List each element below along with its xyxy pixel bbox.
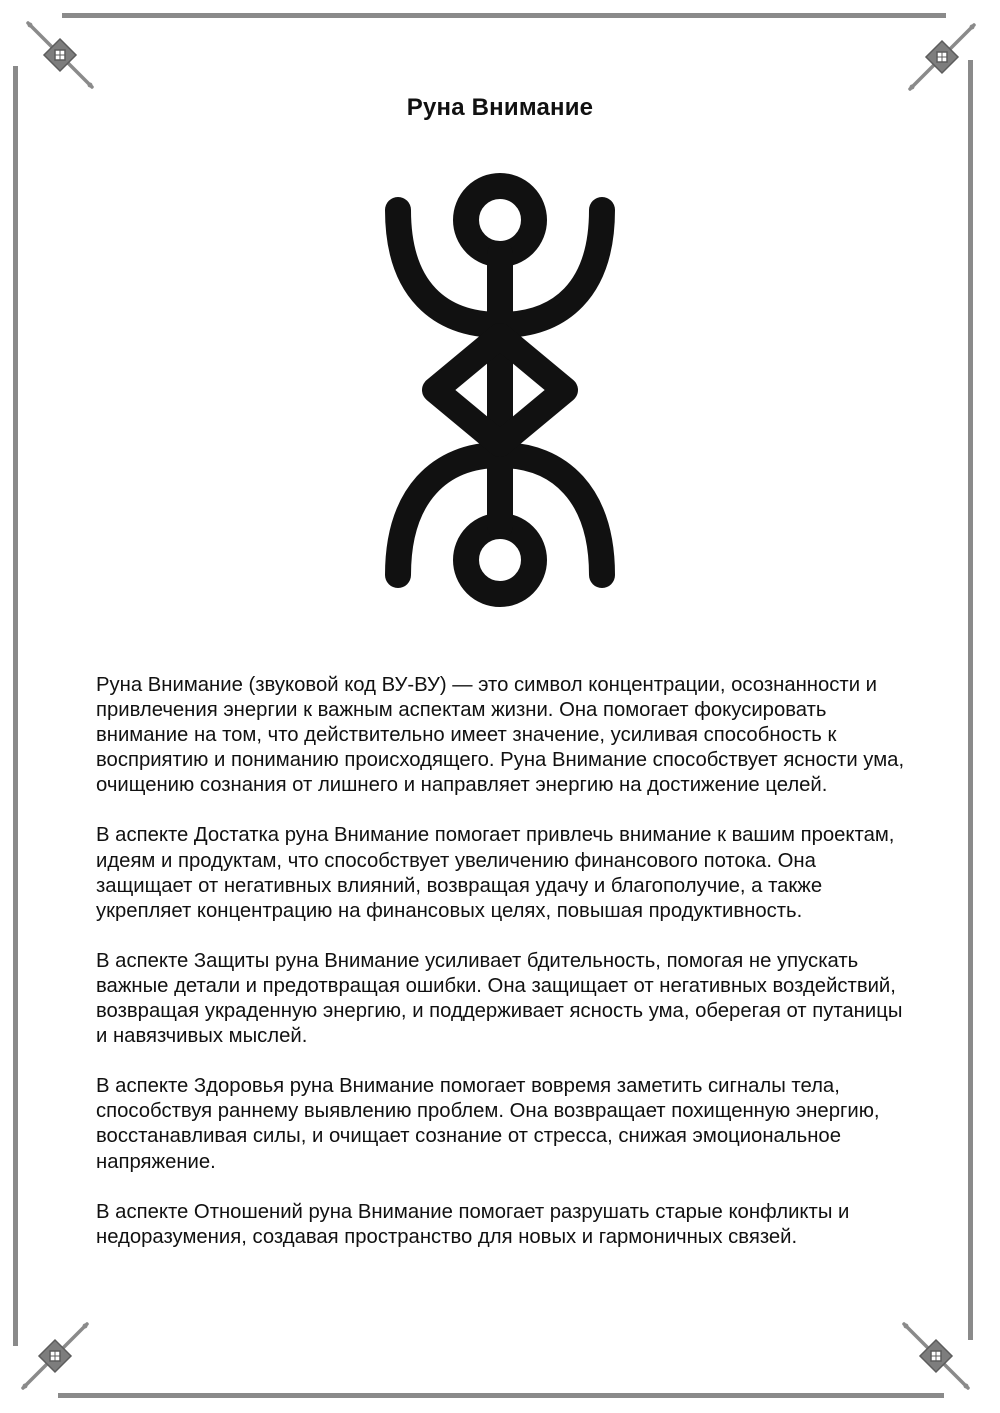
rune-vnimanie-symbol xyxy=(370,168,630,616)
paragraph-intro: Руна Внимание (звуковой код ВУ-ВУ) — это символ концентрации, осознанности и привлечения энергии к важным аспектам жизни. Она помогает фокусировать внимание на том, что действительно имеет значение, усиливая способность к восприятию и пониманию происходящего. Руна Внимание способствует ясности ума, очищению сознания от лишнего и направляет энергию на достижение целей. xyxy=(96,674,905,797)
page-title: Руна Внимание xyxy=(406,94,594,121)
description-text xyxy=(96,673,916,1275)
paragraph-wealth: В аспекте Достатка руна Внимание помогает привлечь внимание к вашим проектам, идеям и продуктам, что способствует увеличению финансового потока. Она защищает от негативных влияний, возвращая удачу и благополучие, а также укрепляет концентрацию на финансовых целях, повышая продуктивность. xyxy=(96,824,895,922)
paragraph-health: В аспекте Здоровья руна Внимание помогает вовремя заметить сигналы тела, способствуя раннему выявлению проблем. Она возвращает похищенную энергию, восстанавливая силы, и очищает сознание от стресса, снижая эмоциональное напряжение. xyxy=(96,1075,880,1173)
corner-key-ornament-icon xyxy=(23,1324,88,1389)
corner-key-ornament-icon xyxy=(904,1324,969,1389)
corner-key-ornament-icon xyxy=(910,25,975,90)
paragraph-relationships: В аспекте Отношений руна Внимание помогает разрушать старые конфликты и недоразумения, создавая пространство для новых и гармоничных связей. xyxy=(96,1200,850,1248)
paragraph-protection: В аспекте Защиты руна Внимание усиливает бдительность, помогая не упускать важные детали и предотвращая ошибки. Она защищает от негативных воздействий, возвращая украденную энергию, и поддерживает ясность ума, оберегая от путаницы и навязчивых мыслей. xyxy=(96,949,903,1048)
corner-key-ornament-icon xyxy=(28,23,93,88)
